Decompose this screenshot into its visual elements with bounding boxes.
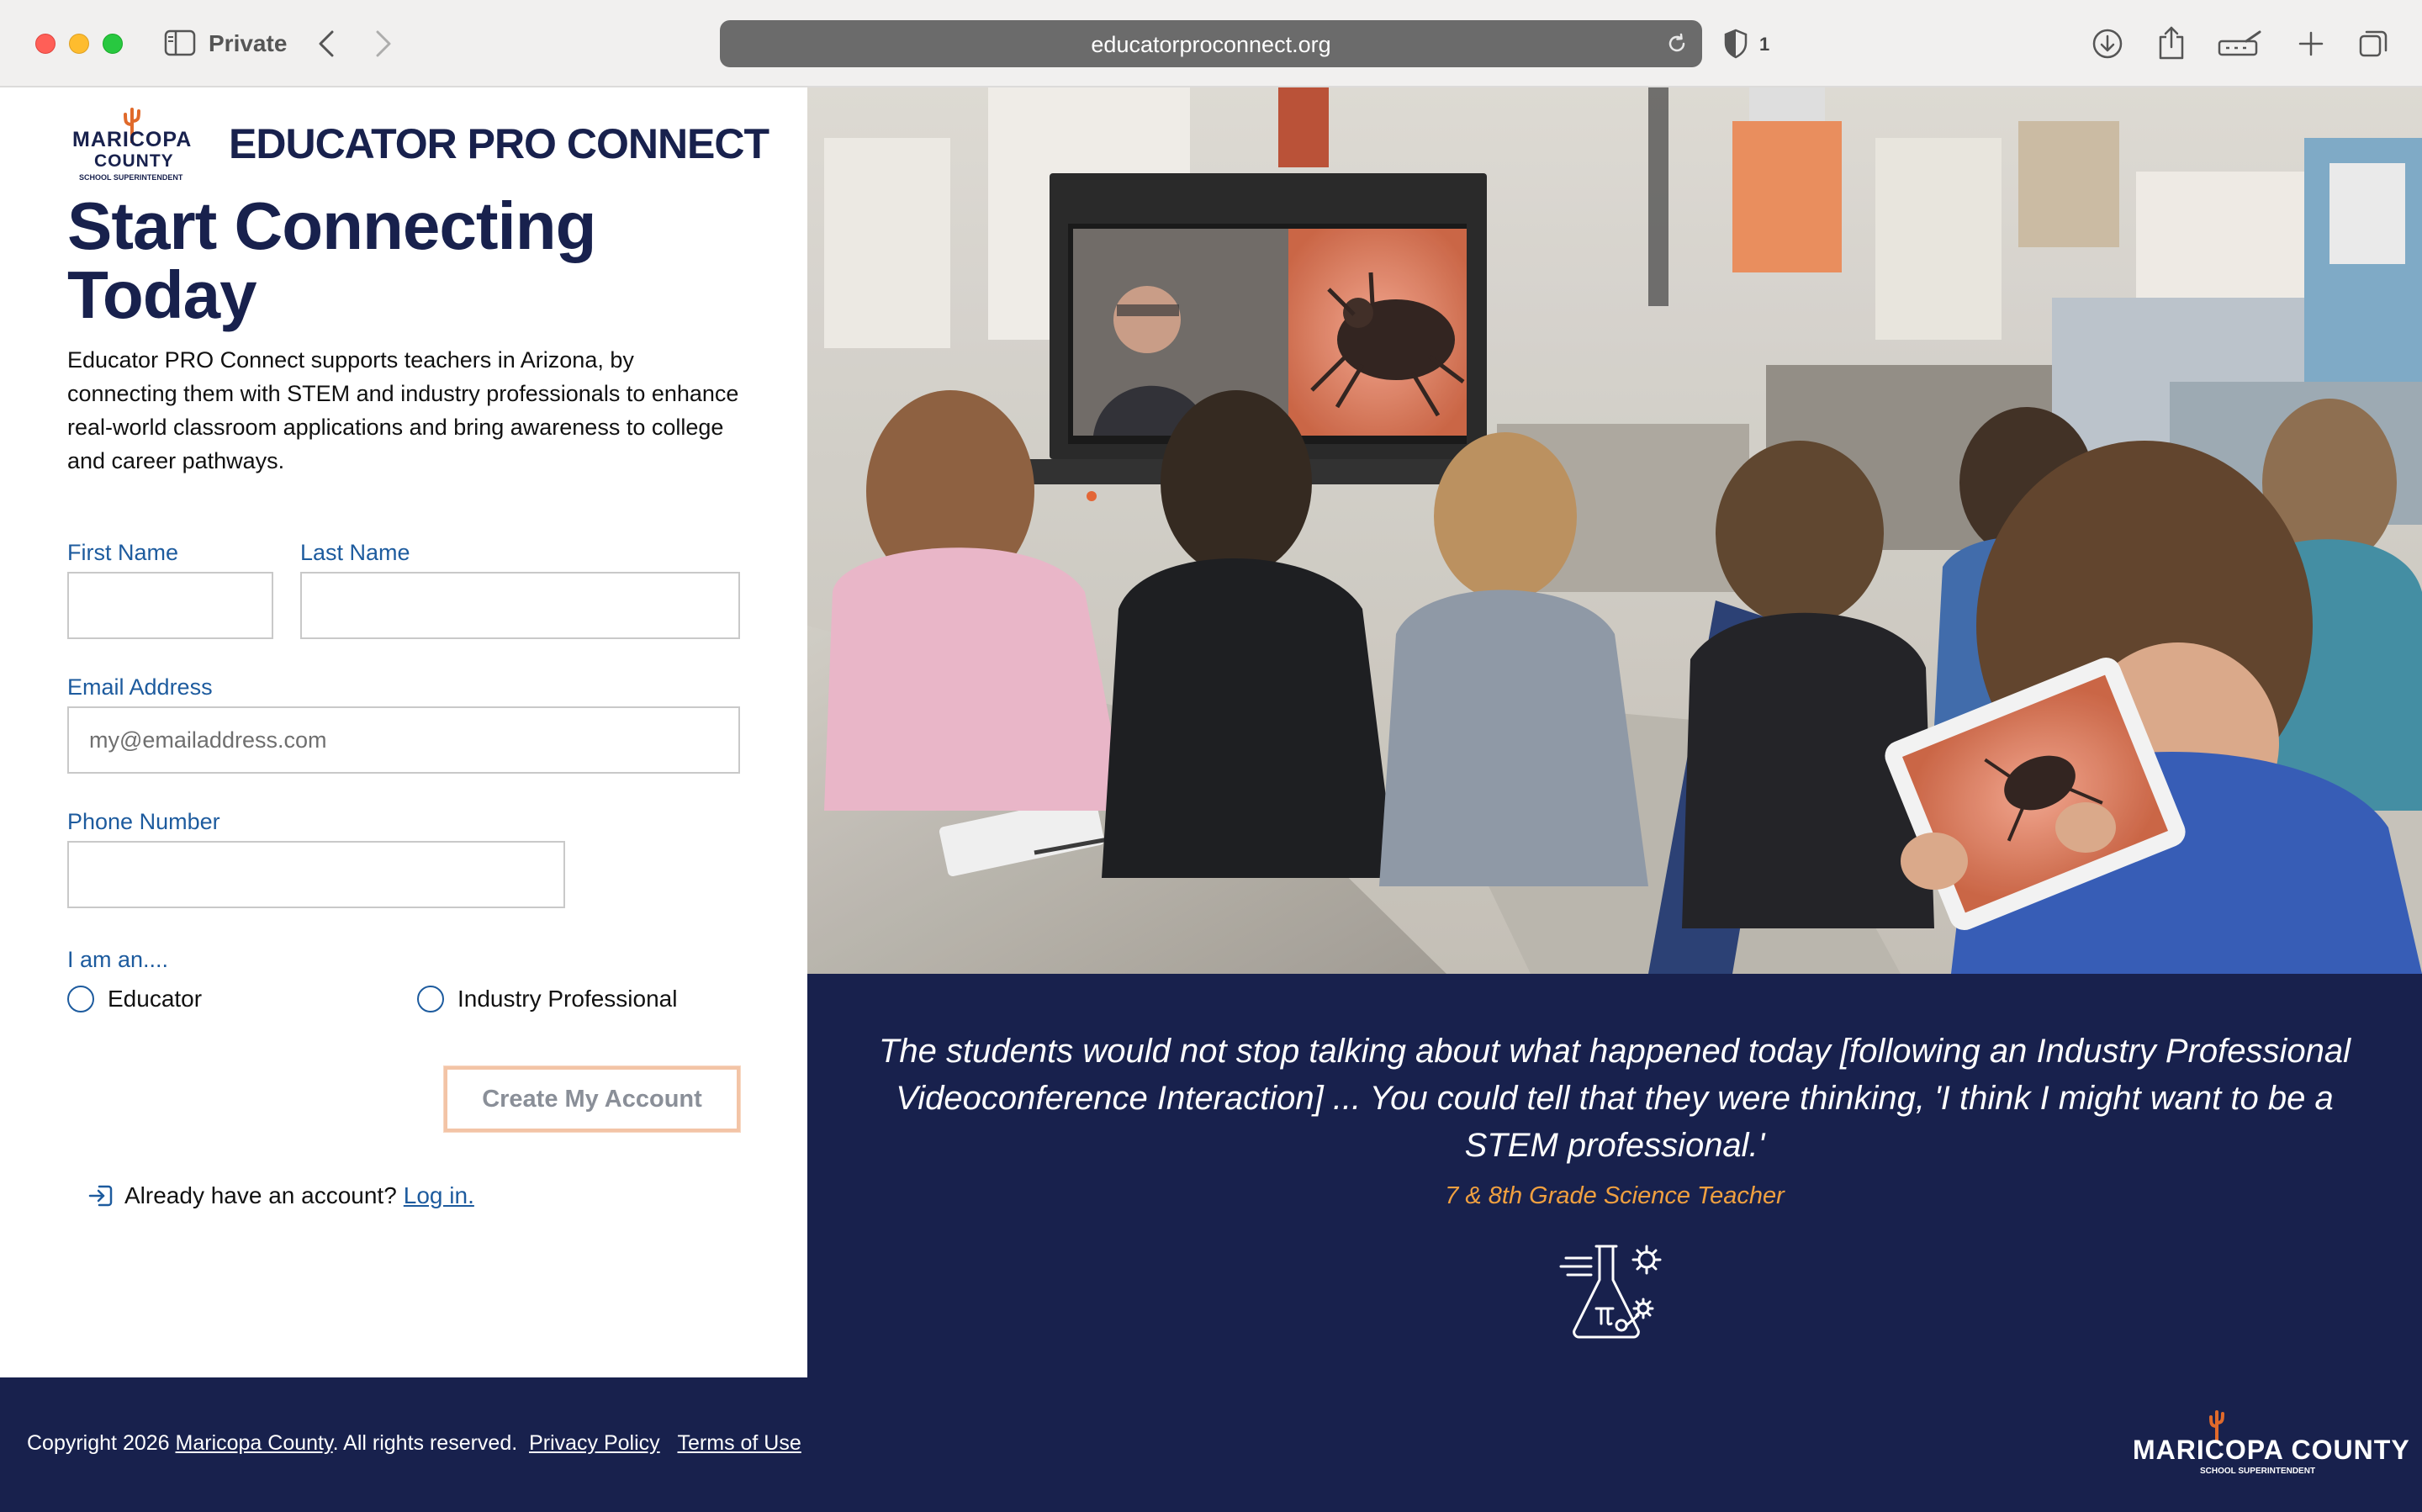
logo-text-superintendent: SCHOOL SUPERINTENDENT bbox=[79, 173, 183, 182]
email-label: Email Address bbox=[67, 674, 213, 700]
minimize-window-button[interactable] bbox=[69, 34, 89, 54]
testimonial-panel bbox=[807, 974, 2422, 1377]
signup-panel bbox=[0, 87, 807, 1377]
maricopa-county-link[interactable]: Maricopa County bbox=[175, 1431, 333, 1455]
private-mode-label: Private bbox=[209, 30, 288, 56]
markup-icon[interactable] bbox=[2217, 25, 2264, 62]
testimonial-attribution: 7 & 8th Grade Science Teacher bbox=[1445, 1182, 1785, 1209]
logo-text-county: COUNTY bbox=[94, 151, 174, 171]
rights-text: . All rights reserved. bbox=[332, 1431, 518, 1455]
downloads-icon[interactable] bbox=[2089, 25, 2126, 62]
classroom-image bbox=[807, 87, 2422, 974]
educator-radio[interactable] bbox=[67, 986, 94, 1012]
tab-overview-icon[interactable] bbox=[2355, 25, 2392, 62]
forward-button[interactable] bbox=[367, 25, 400, 62]
site-footer bbox=[0, 1377, 2422, 1512]
classroom-photo bbox=[807, 87, 2422, 974]
new-tab-icon[interactable] bbox=[2292, 25, 2329, 62]
testimonial-quote: The students would not stop talking about what happened today [following an Industry Professional Videoconference Interaction] ... You could tell that they were thinking, 'I think I might want to be a STEM professional.' bbox=[878, 1033, 2351, 1164]
email-input[interactable] bbox=[67, 706, 740, 774]
close-window-button[interactable] bbox=[35, 34, 56, 54]
last-name-input[interactable] bbox=[300, 572, 740, 639]
login-link[interactable]: Log in. bbox=[403, 1182, 474, 1208]
logo-text-maricopa: MARICOPA bbox=[72, 128, 193, 151]
brand-title: EDUCATOR PRO CONNECT bbox=[229, 120, 769, 167]
login-prompt-text: Already have an account? bbox=[124, 1182, 397, 1208]
privacy-shield-icon[interactable] bbox=[1721, 27, 1751, 61]
science-flask-gears-icon bbox=[1557, 1236, 1672, 1345]
maricopa-logo[interactable] bbox=[69, 104, 204, 182]
url-text: educatorproconnect.org bbox=[1091, 32, 1331, 57]
industry-professional-radio-label[interactable]: Industry Professional bbox=[457, 986, 678, 1012]
back-button[interactable] bbox=[309, 25, 343, 62]
login-arrow-icon bbox=[87, 1182, 114, 1209]
first-name-input[interactable] bbox=[67, 572, 273, 639]
footer-copyright bbox=[27, 1431, 801, 1456]
industry-professional-radio[interactable] bbox=[417, 986, 444, 1012]
zoom-window-button[interactable] bbox=[103, 34, 123, 54]
copyright-prefix: Copyright 2026 bbox=[27, 1431, 170, 1455]
footer-logo[interactable] bbox=[2128, 1409, 2410, 1485]
address-bar[interactable] bbox=[720, 20, 1702, 67]
footer-logo-text: MARICOPA COUNTY bbox=[2133, 1435, 2410, 1465]
educator-radio-label[interactable]: Educator bbox=[108, 986, 203, 1012]
browser-toolbar bbox=[0, 0, 2422, 87]
reload-icon[interactable] bbox=[1665, 32, 1689, 56]
sidebar-toggle-icon[interactable] bbox=[163, 29, 197, 57]
last-name-label: Last Name bbox=[300, 540, 410, 565]
privacy-count: 1 bbox=[1759, 34, 1770, 55]
share-icon[interactable] bbox=[2153, 24, 2190, 62]
login-prompt bbox=[87, 1182, 474, 1209]
intro-paragraph: Educator PRO Connect supports teachers in Arizona, by connecting them with STEM and industry professionals to enhance real-world classroom applications and bring awareness to college and career pathways. bbox=[67, 347, 739, 473]
footer-logo-subtext: SCHOOL SUPERINTENDENT bbox=[2200, 1467, 2316, 1476]
page-title: Start Connecting Today bbox=[67, 188, 596, 332]
phone-input[interactable] bbox=[67, 841, 565, 908]
privacy-policy-link[interactable]: Privacy Policy bbox=[529, 1431, 660, 1455]
phone-label: Phone Number bbox=[67, 809, 220, 834]
role-label: I am an.... bbox=[67, 947, 169, 972]
create-account-button[interactable]: Create My Account bbox=[444, 1066, 740, 1132]
terms-of-use-link[interactable]: Terms of Use bbox=[677, 1431, 801, 1455]
first-name-label: First Name bbox=[67, 540, 179, 565]
